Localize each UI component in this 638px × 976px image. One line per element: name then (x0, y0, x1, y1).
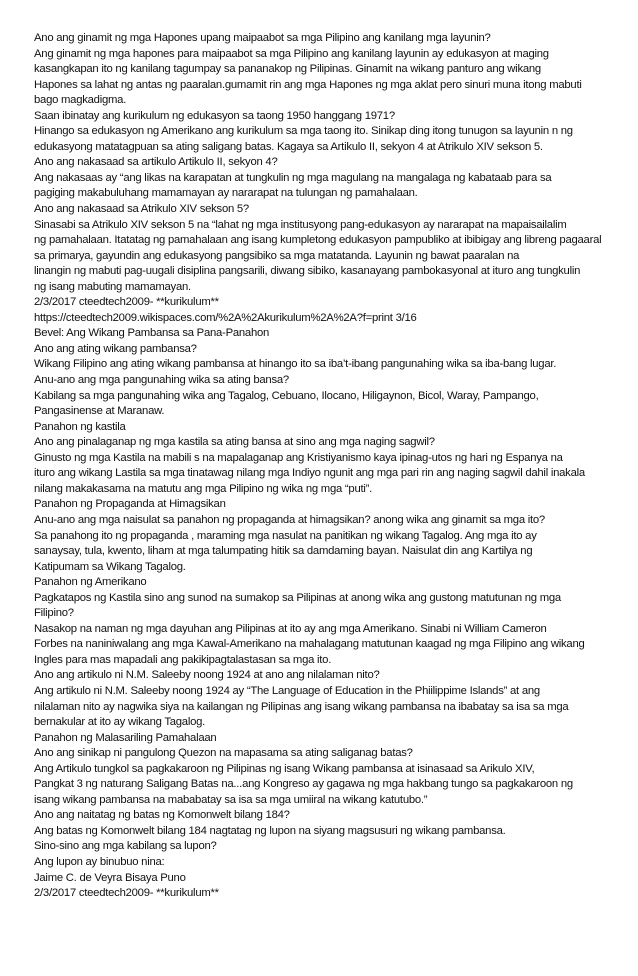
text-line: Ang artikulo ni N.M. Saleeby noong 1924 ay “The Language of Education in the Phiilippime Islands” at ang (34, 684, 540, 697)
text-line: sanaysay, tula, kwento, liham at mga talumpating hitik sa damdaming bayan. Naisulat din ang Kartilya ng (34, 545, 533, 558)
text-line: edukasyong matatagpuan sa ating saligang batas. Kagaya sa Artikulo II, sekyon 4 at Atrikulo XIV sekson 5. (34, 140, 543, 153)
text-line: Panahon ng Amerikano (34, 576, 147, 589)
text-line: Pagkatapos ng Kastila sino ang sunod na sumakop sa Pilipinas at anong wika ang gustong matutunan ng mga (34, 591, 561, 604)
text-line: Sinasabi sa Atrikulo XIV sekson 5 na “lahat ng mga institusyong pang-edukasyon ay nararapat na mapaisailalim (34, 218, 567, 231)
text-line: Filipino? (34, 607, 74, 620)
text-line: Ang batas ng Komonwelt bilang 184 nagtatag ng lupon na siyang magsusuri ng wikang pambansa. (34, 824, 506, 837)
text-line: Pangasinense at Maranaw. (34, 405, 165, 418)
text-line: 2/3/2017 cteedtech2009- **kurikulum** (34, 887, 219, 900)
text-line: bernakular at ito ay wikang Tagalog. (34, 716, 206, 729)
text-line: Ang lupon ay binubuo nina: (34, 855, 165, 868)
text-line: Ano ang nakasaad sa artikulo Artikulo II, sekyon 4? (34, 156, 278, 169)
text-line: Wikang Filipino ang ating wikang pambansa at hinango ito sa iba’t-ibang pangunahing wika sa iba-bang lugar. (34, 358, 557, 371)
text-line: Ano ang nakasaad sa Atrikulo XIV sekson 5? (34, 203, 249, 216)
text-line: nilang makakasama na matutu ang mga Pilipino ng wika ng mga “puti”. (34, 482, 373, 495)
text-line: Hapones sa lahat ng antas ng paaralan.gumamit rin ang mga Hapones ng mga aklat pero sinuri muna itong mabuti (34, 78, 582, 91)
text-line: https://cteedtech2009.wikispaces.com/%2A%2Akurikulum%2A%2A?f=print 3/16 (34, 311, 417, 324)
text-line: Ingles para mas mapadali ang pakikipagtalastasan sa mga ito. (34, 653, 332, 666)
text-line: Panahon ng kastila (34, 420, 126, 433)
text-line: Hinango sa edukasyon ng Amerikano ang kurikulum sa mga taong ito. Sinikap ding itong tunugon sa layunin n ng (34, 125, 573, 138)
text-line: ng isang mabuting mamamayan. (34, 280, 191, 293)
text-line: Ano ang ating wikang pambansa? (34, 342, 197, 355)
text-line: Ano ang ginamit ng mga Hapones upang maipaabot sa mga Pilipino ang kanilang mga layunin? (34, 32, 491, 44)
text-line: bago magkadigma. (34, 94, 127, 107)
text-line: Sino-sino ang mga kabilang sa lupon? (34, 840, 217, 853)
text-line: Sa panahong ito ng propaganda , maraming mga nasulat na panitikan ng wikang Tagalog. Ang mga ito ay (34, 529, 537, 542)
text-line: Saan ibinatay ang kurikulum ng edukasyon sa taong 1950 hanggang 1971? (34, 109, 395, 122)
text-line: sa primarya, gayundin ang edukasyong pangsibiko sa mga matatanda. Layunin ng bawat paaralan na (34, 249, 520, 262)
text-line: pagiging makabuluhang mamamayan ay nararapat na tulungan ng pamahalaan. (34, 187, 418, 200)
text-line: Panahon ng Propaganda at Himagsikan (34, 498, 226, 511)
text-line: linangin ng mabuti pag-uugali disiplina pangsarili, diwang sibiko, kasanayang pambokasyonal at ituro ang tungkulin (34, 265, 581, 278)
text-line: Katipumam sa Wikang Tagalog. (34, 560, 186, 573)
text-line: 2/3/2017 cteedtech2009- **kurikulum** (34, 296, 219, 309)
text-line: ituro ang wikang Lastila sa mga tinatawag nilang mga Indiyo ngunit ang mga pari rin ang naging sagwil dahil inakala (34, 467, 585, 480)
text-line: Anu-ano ang mga pangunahing wika sa ating bansa? (34, 374, 289, 387)
text-line: kasangkapan ito ng kanilang tagumpay sa pananakop ng Pilipinas. Ginamit na wikang panturo ang wikang (34, 63, 541, 76)
document-text (34, 31, 614, 902)
text-line: Kabilang sa mga pangunahing wika ang Tagalog, Cebuano, Ilocano, Hiligaynon, Bicol, Waray, Pampango, (34, 389, 539, 402)
text-line: Ang Artikulo tungkol sa pagkakaroon ng Pilipinas ng isang Wikang pambansa at isinasaad sa Arikulo XIV, (34, 762, 535, 775)
text-line: Jaime C. de Veyra Bisaya Puno (34, 871, 186, 884)
text-line: Pangkat 3 ng naturang Saligang Batas na...ang Kongreso ay gagawa ng mga hakbang tungo sa pagkakaroon ng (34, 778, 573, 791)
text-line: Panahon ng Malasariling Pamahalaan (34, 731, 217, 744)
text-line: Ang nakasaas ay “ang likas na karapatan at tungkulin ng mga magulang na mangalaga ng kabataab para sa (34, 171, 552, 184)
text-line: Nasakop na naman ng mga dayuhan ang Pilipinas at ito ay ang mga Amerikano. Sinabi ni William Cameron (34, 622, 547, 635)
text-line: Ano ang artikulo ni N.M. Saleeby noong 1924 at ano ang nilalaman nito? (34, 669, 380, 682)
text-line: Ano ang naitatag ng batas ng Komonwelt bilang 184? (34, 809, 290, 822)
text-line: Ginusto ng mga Kastila na mabili s na mapalaganap ang Kristiyanismo kaya ipinag-utos ng hari ng Espanya na (34, 451, 563, 464)
text-line: Ano ang pinalaganap ng mga kastila sa ating bansa at sino ang mga naging sagwil? (34, 436, 435, 449)
text-line: Ano ang sinikap ni pangulong Quezon na mapasama sa ating saliganag batas? (34, 747, 413, 760)
text-line: Bevel: Ang Wikang Pambansa sa Pana-Panahon (34, 327, 270, 340)
text-line: Ang ginamit ng mga hapones para maipaabot sa mga Pilipino ang kanilang layunin ay edukasyon at maging (34, 47, 549, 60)
text-line: Anu-ano ang mga naisulat sa panahon ng propaganda at himagsikan? anong wika ang ginamit sa mga ito? (34, 513, 545, 526)
text-line: Forbes na naniniwalang ang mga Kawal-Amerikano na mahalagang matutunan kaagad ng mga Filipino ang wikang (34, 638, 585, 651)
text-line: isang wikang pambansa na mababatay sa isa sa mga umiiral na wikang katutubo.” (34, 793, 428, 806)
text-line: ng pamahalaan. Itatatag ng pamahalaan ang isang kumpletong edukasyon pampubliko at ibibigay ang libreng pagaaral (34, 234, 602, 247)
text-line: nilalaman nito ay nagwika siya na kailangan ng Pilipinas ang isang wikang pambansa na ibabatay sa isa sa mga (34, 700, 569, 713)
